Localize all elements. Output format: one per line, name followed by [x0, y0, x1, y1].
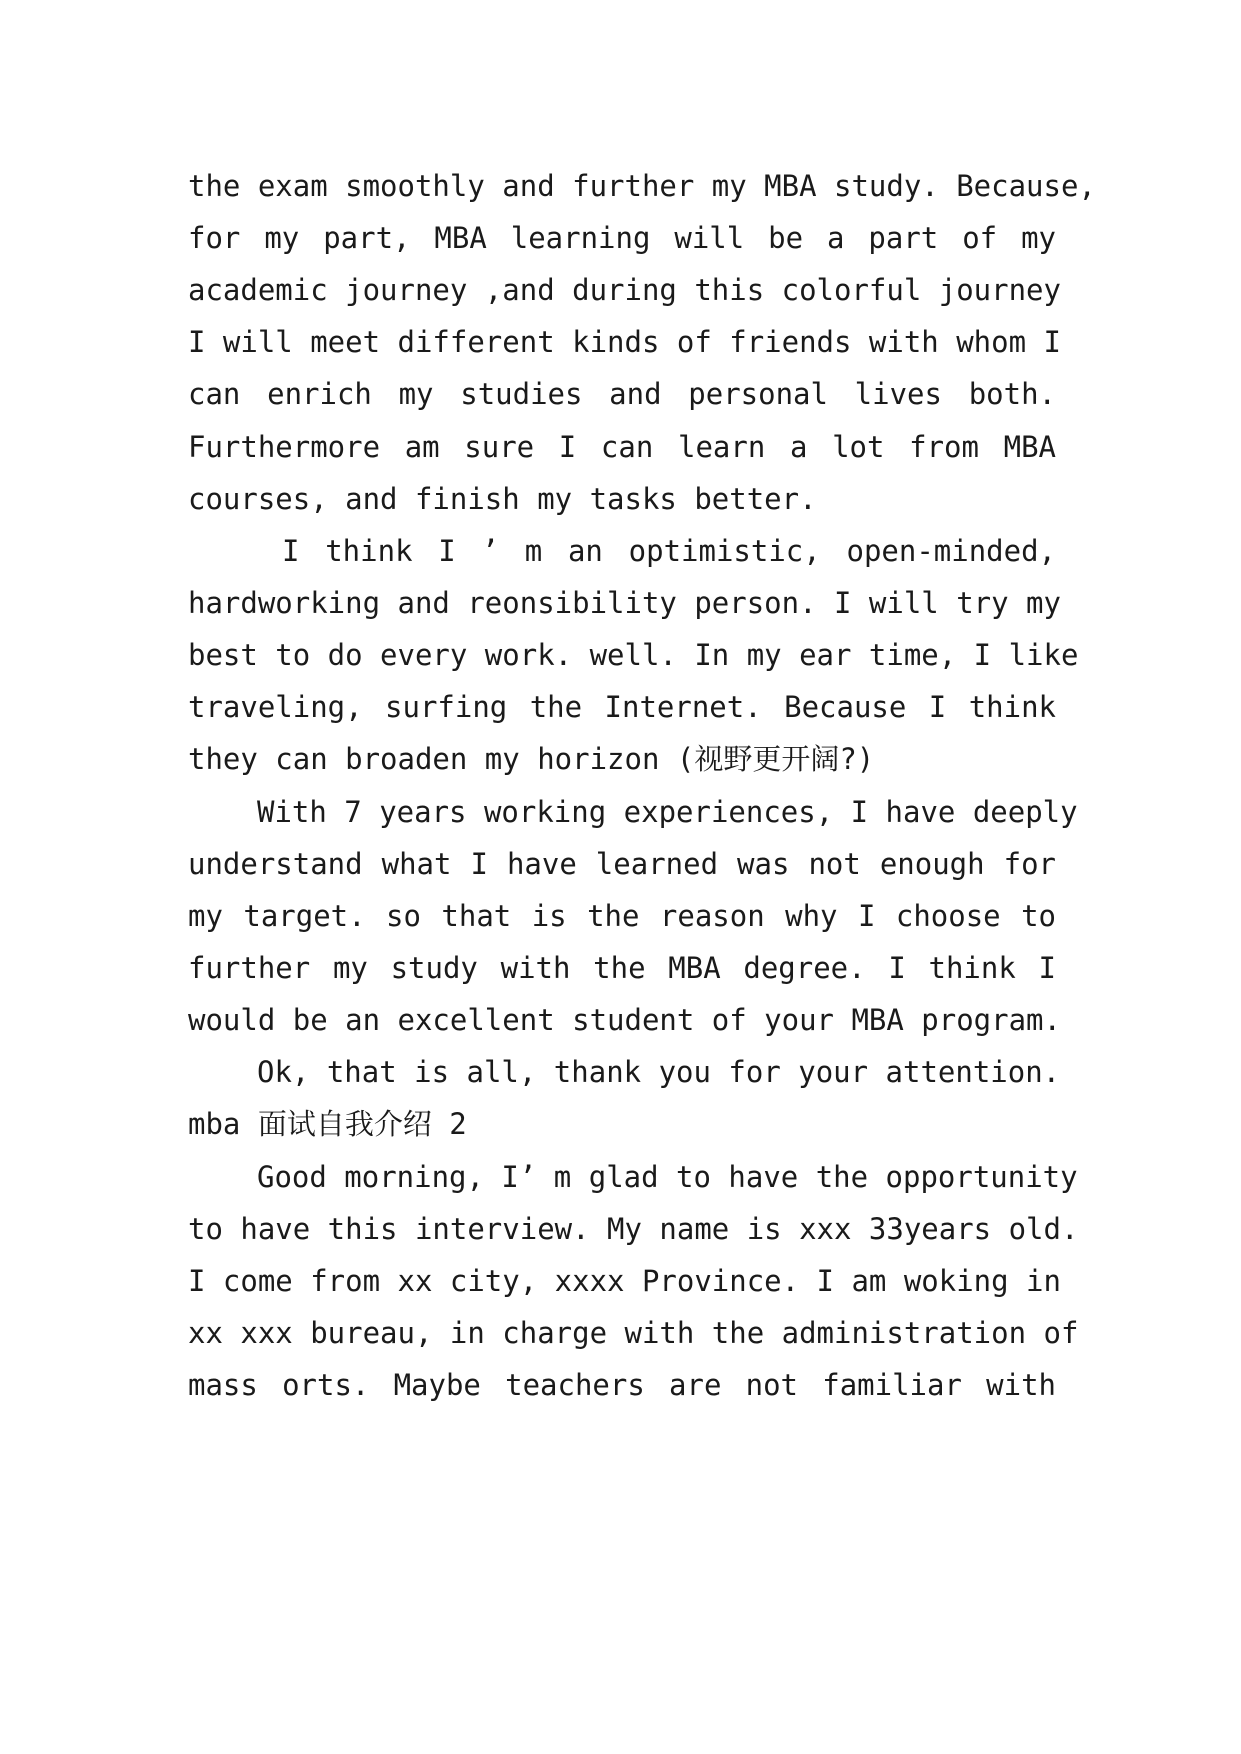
text-line: mass orts. Maybe teachers are not familiar with [188, 1368, 1056, 1402]
text-line: would be an excellent student of your MBA program. [188, 1003, 1061, 1037]
text-line: I come from xx city, xxxx Province. I am woking in [188, 1264, 1061, 1298]
text-line: traveling, surfing the Internet. Because I think [188, 690, 1056, 724]
text-line: I think I ’ m an optimistic, open-minded, [282, 534, 1056, 568]
text-line: I will meet different kinds of friends with whom I [188, 325, 1061, 359]
section-heading: mba 面试自我介绍 2 [188, 1107, 467, 1141]
text-line: Good morning, I’ m glad to have the opportunity [257, 1160, 1078, 1194]
text-line: they can broaden my horizon (视野更开阔?) [188, 742, 875, 776]
text-line: further my study with the MBA degree. I think I [188, 951, 1056, 985]
text-line: academic journey ,and during this colorful journey [188, 273, 1061, 307]
text-line: the exam smoothly and further my MBA study. Because, [188, 169, 1096, 203]
text-line: With 7 years working experiences, I have deeply [257, 795, 1078, 829]
text-line: Ok, that is all, thank you for your attention. [257, 1055, 1061, 1089]
text-line: courses, and finish my tasks better. [188, 482, 817, 516]
text-line: my target. so that is the reason why I choose to [188, 899, 1056, 933]
text-line: Furthermore am sure I can learn a lot from MBA [188, 430, 1056, 464]
text-line: to have this interview. My name is xxx 33years old. [188, 1212, 1079, 1246]
text-line: can enrich my studies and personal lives both. [188, 377, 1056, 411]
text-line: understand what I have learned was not enough for [188, 847, 1056, 881]
text-line: hardworking and reonsibility person. I will try my [188, 586, 1061, 620]
text-line: for my part, MBA learning will be a part of my [188, 221, 1056, 255]
text-line: best to do every work. well. In my ear time, I like [188, 638, 1079, 672]
text-line: xx xxx bureau, in charge with the administration of [188, 1316, 1079, 1350]
